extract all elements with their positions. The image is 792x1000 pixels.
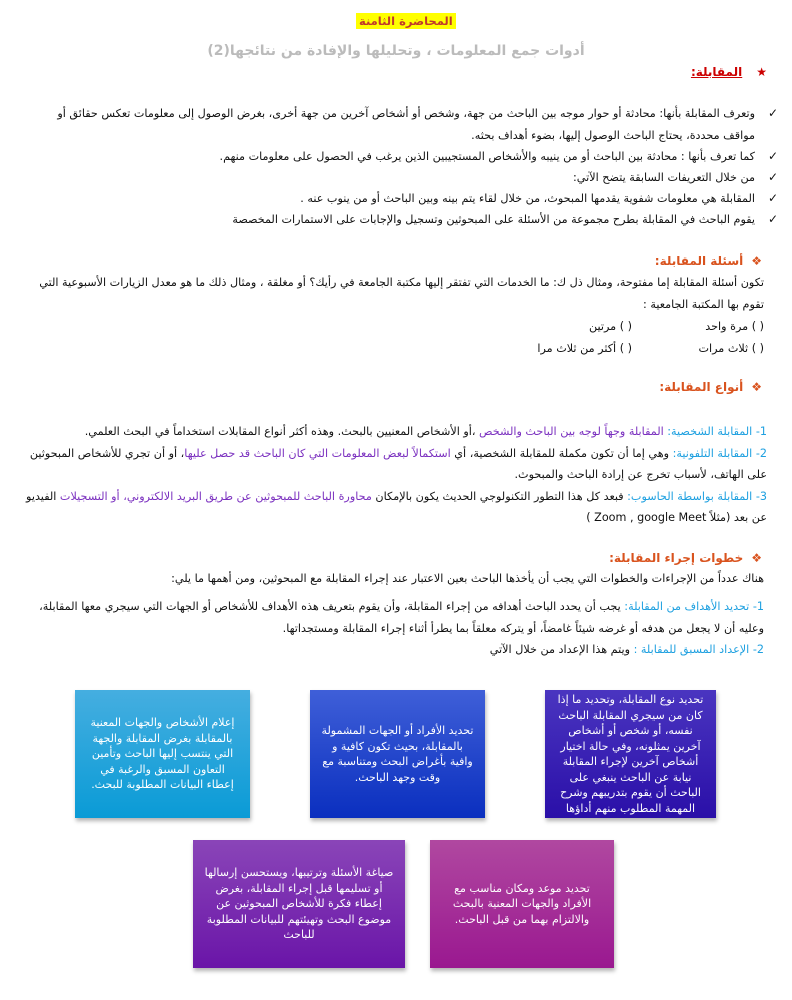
types-list <box>12 421 767 529</box>
step-box-questions: صياغة الأسئلة وترتيبها، ويستحسن إرسالها أو تسليمها قبل إجراء المقابلة، بغرض إعطاء فكرة للأشخاص المبحوثين عن موضوع البحث وتهيئتهم للبيانات المطلوبة للباحث <box>193 840 405 968</box>
lecture-title: المحاضرة الثامنة <box>356 13 456 29</box>
steps-heading: ❖خطوات إجراء المقابلة: <box>609 551 762 565</box>
diamond-bullet-icon: ❖ <box>751 380 762 394</box>
steps-intro: هناك عدداً من الإجراءات والخطوات التي يجب أن يأخذها الباحث بعين الاعتبار عند إجراء المقابلة مع المبحوثين، ومن أهمها ما يلي: <box>171 572 764 585</box>
type-computer: 3- المقابلة بواسطة الحاسوب: فبعد كل هذا التطور التكنولوجي الحديث يكون بالإمكان محاورة الباحث للمبحوثين عن طريق البريد الالكتروني، أو التسجيلات الفيديو عن بعد (مثلاً Zoom , google Meet ) <box>26 489 767 524</box>
step-box-notify: إعلام الأشخاص والجهات المعنية بالمقابلة بغرض المقابلة والجهة التي ينتسب إليها الباحث وتأمين التعاون المسبق والرغبة في إعطاء البيانات المطلوبة للبحث. <box>75 690 250 818</box>
step-box-type: تحديد نوع المقابلة، وتحديد ما إذا كان من سيجري المقابلة الباحث نفسه، أو شخص أو أشخاص آخرين يمثلونه، وفي حالة اختيار أشخاص آخرين لإجراء المقابلة نيابة عن الباحث ينبغي على الباحث أن يقوم بتدريبهم وشرح المهمة المطلوب منهم أداؤها <box>545 690 716 818</box>
check-icon: ✓ <box>768 212 779 226</box>
option[interactable]: ( ) أكثر من ثلاث مرا <box>537 342 632 355</box>
step-box-schedule: تحديد موعد ومكان مناسب مع الأفراد والجهات المعنية بالبحث والالتزام بهما من قبل الباحث. <box>430 840 614 968</box>
interview-heading: ★المقابلة: <box>690 65 767 79</box>
list-item: من خلال التعريفات السابقة يتضح الآتي: <box>573 171 755 184</box>
type-personal: 1- المقابلة الشخصية: المقابلة وجهاً لوجه بين الباحث والشخص ،أو الأشخاص المعنيين بالبحث. وهذه أكثر أنواع المقابلات استخداماً في البحث العلمي. <box>84 425 767 438</box>
step-box-participants: تحديد الأفراد أو الجهات المشمولة بالمقابلة، بحيث تكون كافية و وافية بأغراض البحث ومتناسبة مع وقت وجهد الباحث. <box>310 690 485 818</box>
option[interactable]: ( ) مرة واحد <box>705 320 764 333</box>
check-icon: ✓ <box>768 149 779 163</box>
type-phone: 2- المقابلة التلفونية: وهي إما أن تكون مكملة للمقابلة الشخصية، أي استكمالاً لبعض المعلومات التي كان الباحث قد حصل عليها، أو أن تجري للأشخاص المبحوثين على الهاتف، لأسباب تخرج عن إرادة الباحث والمبحوث. <box>29 446 767 481</box>
diamond-bullet-icon: ❖ <box>751 254 762 268</box>
option[interactable]: ( ) ثلاث مرات <box>698 342 764 355</box>
step-2: 2- الإعداد المسبق للمقابلة : ويتم هذا الإعداد من خلال الآتي <box>489 643 764 656</box>
questions-text: تكون أسئلة المقابلة إما مفتوحة، ومثال ذل ك: ما الخدمات التي تفتقر إليها مكتبة الجامعة في رأيك؟ أو مغلقة ، ومثال ذلك ما هو معدل الزيارات الأسبوعية التي تقوم بها المكتبة الجامعية : <box>39 276 764 311</box>
step-1: 1- تحديد الأهداف من المقابلة: يجب أن يحدد الباحث أهدافه من إجراء المقابلة، وأن يقوم بتعريف هذه الأهداف للأشخاص أو الجهات التي سيجري معها المقابلة، وعليه أن لا يجعل من هدفه أو غرضه شيئاً غامضاً، أو يتركه معلقاً بما يطرأ أثناء إجراء المقابلة ومستجداتها. <box>39 600 764 635</box>
list-item: وتعرف المقابلة بأنها: محادثة أو حوار موجه بين الباحث من جهة، وشخص أو أشخاص آخرين من جهة أخرى، بغرض الوصول إلى معلومات تعكس حقائق أو مواقف محددة، يحتاج الباحث الوصول إليها، بضوء أهداف بحثه. <box>57 107 755 142</box>
types-heading: ❖أنواع المقابلة: <box>659 380 762 394</box>
star-icon: ★ <box>756 65 767 79</box>
list-item: كما تعرف بأنها : محادثة بين الباحث أو من ينيبه والأشخاص المستجيبين الذين يرغب في الحصول على معلومات منهم. <box>219 150 755 163</box>
check-icon: ✓ <box>768 170 779 184</box>
questions-heading: ❖أسئلة المقابلة: <box>654 254 762 268</box>
diamond-bullet-icon: ❖ <box>751 551 762 565</box>
list-item: يقوم الباحث في المقابلة بطرح مجموعة من الأسئلة على المبحوثين وتسجيل والإجابات على الاستمارات المخصصة <box>232 213 755 226</box>
check-icon: ✓ <box>768 106 779 120</box>
check-icon: ✓ <box>768 191 779 205</box>
list-item: المقابلة هي معلومات شفوية يقدمها المبحوث، من خلال لقاء يتم بينه وبين الباحث أو من ينوب عنه . <box>300 192 755 205</box>
option[interactable]: ( ) مرتين <box>588 320 632 333</box>
lecture-subtitle: أدوات جمع المعلومات ، وتحليلها والإفادة من نتائجها(2) <box>207 43 585 59</box>
